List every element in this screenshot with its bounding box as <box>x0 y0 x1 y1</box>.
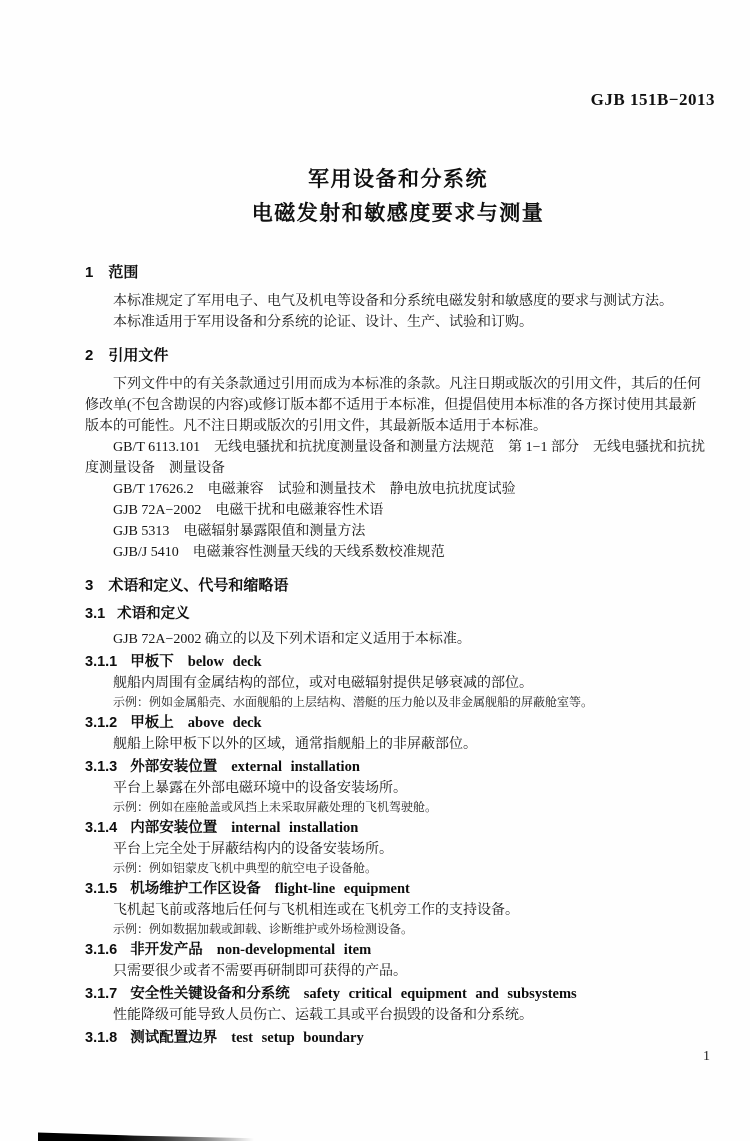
paragraph: 飞机起飞前或落地后任何与飞机相连或在飞机旁工作的支持设备。 <box>113 903 519 918</box>
paragraph: 下列文件中的有关条款通过引用而成为本标准的条款。凡注日期或版次的引用文件，其后的任何修改单(不包含勘误的内容)或修订版本都不适用于本标准，但提倡使用本标准的各方探讨使用其最新版本的可能性。凡不注日期或版次的引用文件，其最新版本适用于本标准。 <box>85 377 701 434</box>
term-heading: 3.1.2 甲板上 above deck <box>85 715 262 731</box>
section-heading: 2 引用文件 <box>85 347 169 364</box>
paragraph: 平台上暴露在外部电磁环境中的设备安装场所。 <box>113 781 407 796</box>
paragraph: 舰船内周围有金属结构的部位，或对电磁辐射提供足够衰减的部位。 <box>113 676 533 691</box>
title-line-1: 军用设备和分系统 <box>308 168 488 191</box>
reference-entry: GB/T 6113.101 无线电骚扰和抗扰度测量设备和测量方法规范 第 1−1 部分 无线电骚扰和抗扰度测量设备 测量设备 <box>85 440 706 476</box>
document-title <box>23 163 750 231</box>
reference-entry: GJB 72A−2002 电磁干扰和电磁兼容性术语 <box>113 503 384 518</box>
paragraph: GJB 72A−2002 确立的以及下列术语和定义适用于本标准。 <box>113 632 471 647</box>
term-heading: 3.1.1 甲板下 below deck <box>85 654 262 670</box>
reference-entry: GJB 5313 电磁辐射暴露限值和测量方法 <box>113 524 366 539</box>
scan-smudge-artifact <box>38 1132 278 1141</box>
paragraph: 本标准适用于军用设备和分系统的论证、设计、生产、试验和订购。 <box>113 315 533 330</box>
title-line-2: 电磁发射和敏感度要求与测量 <box>251 202 545 225</box>
example-note: 示例：例如数据加载或卸载、诊断维护或外场检测设备。 <box>113 922 414 936</box>
section-heading: 3 术语和定义、代号和缩略语 <box>85 577 289 594</box>
section-heading: 1 范围 <box>85 264 139 281</box>
term-heading: 3.1.5 机场维护工作区设备 flight-line equipment <box>85 881 410 897</box>
paragraph: 本标准规定了军用电子、电气及机电等设备和分系统电磁发射和敏感度的要求与测试方法。 <box>113 294 673 309</box>
standard-number: GJB 151B−2013 <box>590 90 715 109</box>
example-note: 示例：例如金属船壳、水面舰船的上层结构、潜艇的压力舱以及非金属舰船的屏蔽舱室等。 <box>113 695 594 709</box>
paragraph: 性能降级可能导致人员伤亡、运载工具或平台损毁的设备和分系统。 <box>113 1008 533 1023</box>
term-heading: 3.1.4 内部安装位置 internal installation <box>85 820 359 836</box>
term-heading: 3.1.7 安全性关键设备和分系统 safety critical equipment and subsystems <box>85 986 577 1002</box>
term-heading: 3.1.6 非开发产品 non-developmental item <box>85 942 372 958</box>
reference-entry: GJB/J 5410 电磁兼容性测量天线的天线系数校准规范 <box>113 545 445 560</box>
paragraph: 舰船上除甲板下以外的区域，通常指舰船上的非屏蔽部位。 <box>113 737 477 752</box>
paragraph: 只需要很少或者不需要再研制即可获得的产品。 <box>113 964 407 979</box>
term-heading: 3.1.3 外部安装位置 external installation <box>85 759 360 775</box>
example-note: 示例：例如在座舱盖或风挡上未采取屏蔽处理的飞机驾驶舱。 <box>113 800 438 814</box>
document-body <box>85 262 707 1049</box>
section-heading: 3.1 术语和定义 <box>85 606 190 622</box>
example-note: 示例：例如铝蒙皮飞机中典型的航空电子设备舱。 <box>113 861 378 875</box>
term-heading: 3.1.8 测试配置边界 test setup boundary <box>85 1030 364 1046</box>
paragraph: 平台上完全处于屏蔽结构内的设备安装场所。 <box>113 842 393 857</box>
reference-entry: GB/T 17626.2 电磁兼容 试验和测量技术 静电放电抗扰度试验 <box>113 482 516 497</box>
page-number: 1 <box>703 1049 710 1064</box>
